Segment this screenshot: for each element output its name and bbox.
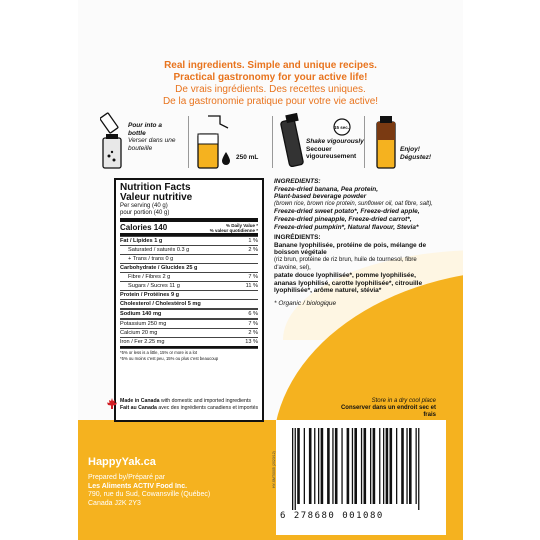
barcode-bar — [318, 428, 319, 504]
calories-row — [120, 223, 258, 233]
barcode-bar — [383, 428, 384, 504]
ingredients-en-1: Freeze-dried banana, Pea protein, — [274, 185, 379, 193]
nutrient-dv: 1 % — [248, 238, 258, 244]
nutrient-row — [120, 290, 258, 299]
step-3-fr: Secouer vigoureusement — [306, 145, 357, 160]
nutrition-facts-table — [114, 178, 264, 422]
ingredients-en-3: (brown rice, brown rice protein, sunflower oil, oat fibre, salt), — [274, 200, 433, 207]
step-1-en: Pour into a bottle — [128, 122, 162, 137]
step-3-text — [306, 138, 366, 161]
nutrient-dv: 7 % — [248, 321, 258, 327]
step-2-volume: 250 mL — [236, 154, 259, 161]
barcode-bar — [335, 428, 338, 504]
maple-leaf-icon — [106, 398, 118, 410]
city-postal: Canada J2K 2Y3 — [88, 499, 141, 507]
nutrient-label: Sugars / Sucres 11 g — [128, 283, 180, 289]
barcode-bar — [409, 428, 412, 504]
nutrient-label: Potassium 250 mg — [120, 321, 167, 327]
made-in-fr-rest: avec des ingrédients canadiens et importés — [158, 404, 259, 411]
step-4-en: Enjoy! — [400, 146, 420, 153]
product-label — [78, 0, 463, 540]
barcode-bar — [361, 428, 362, 504]
nutrient-row — [120, 319, 258, 328]
nutrient-label: Iron / Fer 2.25 mg — [120, 339, 165, 345]
nutrient-dv: 2 % — [248, 330, 258, 336]
footnote-en: *5% or less is a little, 15% or more is a lot — [120, 350, 198, 355]
serving-size-en: Per serving (40 g) — [120, 203, 168, 209]
daily-value-en: % Daily Value * — [225, 223, 258, 228]
barcode-bar — [321, 428, 324, 504]
step-3-time: 15 sec. — [334, 125, 350, 130]
ingredients-fr-2: (riz brun, protéine de riz brun, huile de tournesol, fibre d'avoine, sel), — [274, 256, 417, 271]
ingredients-heading-fr: INGRÉDIENTS: — [274, 234, 321, 242]
barcode-bar — [396, 428, 397, 504]
barcode-bar — [379, 428, 380, 504]
made-in-fr: Fait au Canada — [120, 404, 157, 411]
nutrient-label: Carbohydrate / Glucides 25 g — [120, 265, 198, 271]
barcode-bar — [352, 428, 353, 504]
nutrient-dv: 7 % — [248, 274, 258, 280]
barcode-area — [276, 420, 446, 535]
nutrient-label: + Trans / trans 0 g — [128, 256, 174, 262]
step-1-text — [128, 122, 178, 152]
barcode-bar — [309, 428, 312, 504]
shake-bottle-icon — [278, 112, 304, 170]
tagline-fr-2: De la gastronomie pratique pour votre vie active! — [162, 96, 379, 107]
barcode-bar — [354, 428, 357, 504]
nutrient-row — [120, 281, 258, 290]
barcode-bar — [373, 428, 376, 504]
nutrient-row — [120, 272, 258, 281]
calories-value: Calories 140 — [120, 223, 168, 232]
nutrient-row — [120, 245, 258, 254]
nutrient-label: Saturated / saturés 0.3 g — [128, 247, 190, 253]
nutrient-row — [120, 263, 258, 272]
barcode-bar — [347, 428, 350, 504]
nutrient-label: Sodium 140 mg — [120, 311, 162, 317]
tagline-en-1: Real ingredients. Simple and unique recipes. — [164, 60, 377, 71]
barcode-bar — [364, 428, 367, 504]
barcode-bar — [386, 428, 389, 504]
barcode-bar — [416, 428, 417, 504]
barcode-bar — [406, 428, 407, 504]
nutrient-label: Cholesterol / Cholestérol 5 mg — [120, 301, 201, 307]
tagline-fr-1: De vrais ingrédients. Des recettes uniques. — [175, 84, 366, 95]
barcode-bar — [297, 428, 300, 504]
ingredients-fr-3: patate douce lyophilisée*, pomme lyophilisée, ananas lyophilisé, carotte lyophilisée*, citrouille lyophilisée*, arôme naturel, stévia* — [274, 272, 423, 295]
daily-value-header — [210, 223, 258, 233]
tagline — [78, 60, 463, 108]
nutrient-label: Fat / Lipides 1 g — [120, 238, 163, 244]
ingredients-fr-1: Banane lyophilisée, protéine de pois, mélange de boisson végétale — [274, 241, 427, 257]
prepared-by: Prepared by/Préparé par — [88, 474, 166, 481]
nutrient-row — [120, 337, 258, 346]
nutrient-dv: 11 % — [245, 283, 258, 289]
barcode-digits: 6 278680 001080 — [280, 511, 384, 521]
barcode-bar — [390, 428, 393, 504]
website: HappyYak.ca — [88, 456, 156, 468]
serving-size-fr: pour portion (40 g) — [120, 210, 170, 216]
barcode-bar — [304, 428, 305, 504]
step-divider — [188, 116, 189, 168]
barcode-bar — [292, 428, 293, 510]
barcode-bar — [341, 428, 342, 504]
pour-into-bottle-icon — [100, 112, 126, 170]
nutrition-title-fr: Valeur nutritive — [120, 192, 193, 203]
ingredients-list — [274, 178, 434, 308]
company-name: Les Aliments ACTIV Food Inc. — [88, 482, 188, 490]
barcode — [290, 428, 435, 510]
barcode-bar — [327, 428, 330, 504]
nutrient-label: Calcium 20 mg — [120, 330, 158, 336]
barcode-bar — [401, 428, 404, 504]
storage-instructions — [328, 398, 436, 419]
daily-value-fr: % valeur quotidienne * — [209, 228, 258, 233]
tagline-en-2: Practical gastronomy for your active life! — [173, 72, 368, 83]
nutrient-rows — [120, 236, 258, 346]
made-in-en: Made in Canada — [120, 398, 160, 404]
barcode-bar — [314, 428, 315, 504]
nutrient-dv: 2 % — [248, 247, 258, 253]
nutrition-title-en: Nutrition Facts — [120, 182, 191, 193]
nutrient-row — [120, 236, 258, 245]
ingredients-en-4: Freeze-dried sweet potato*, Freeze-dried apple, Freeze-dried pineapple, Freeze-dried carrot*, Freeze-dried pumpkin*, Natural flavour, Stevia* — [274, 208, 420, 231]
preparation-steps — [100, 112, 445, 174]
step-4-fr: Dégustez! — [400, 153, 432, 161]
step-divider — [272, 116, 273, 168]
step-divider — [364, 116, 365, 168]
nutrient-row — [120, 299, 258, 309]
nutrient-dv: 6 % — [248, 311, 258, 317]
nutrient-row — [120, 328, 258, 337]
barcode-bar — [332, 428, 333, 504]
thick-rule — [120, 218, 258, 222]
footnote-fr: *5% ou moins c'est peu, 15% ou plus c'est beaucoup — [120, 355, 219, 361]
street-address: 790, rue du Sud, Cowansville (Québec) — [88, 491, 211, 499]
storage-fr: Conserver dans un endroit sec et frais — [340, 405, 436, 418]
nutrient-label: Protein / Protéines 9 g — [120, 292, 180, 298]
step-1-fr: Verser dans une bouteille — [128, 137, 176, 152]
organic-note: * Organic / biologique — [274, 299, 337, 307]
drink-bottle-icon — [372, 112, 398, 170]
barcode-bar — [370, 428, 371, 504]
add-water-icon — [194, 112, 234, 170]
barcode-bar — [418, 428, 419, 510]
manufacturer-info — [88, 474, 210, 508]
nutrition-footnote — [120, 348, 258, 361]
barcode-bar — [295, 428, 296, 510]
nutrient-dv: 13 % — [245, 339, 258, 345]
storage-en: Store in a dry cool place — [371, 398, 436, 404]
ingredients-en-2: Plant-based beverage powder — [274, 193, 367, 201]
nutrient-row — [120, 309, 258, 319]
step-3-en: Shake vigourously — [306, 138, 364, 145]
lot-code: HY-SMT0005 (2023/12) — [272, 451, 276, 488]
nutrient-row — [120, 254, 258, 263]
ingredients-heading-en: INGREDIENTS: — [274, 178, 321, 185]
nutrient-label: Fibre / Fibres 2 g — [128, 274, 171, 280]
made-in-en-rest: with domestic and imported ingredients — [160, 398, 251, 404]
step-4-text — [400, 146, 445, 161]
made-in-canada — [120, 398, 258, 411]
